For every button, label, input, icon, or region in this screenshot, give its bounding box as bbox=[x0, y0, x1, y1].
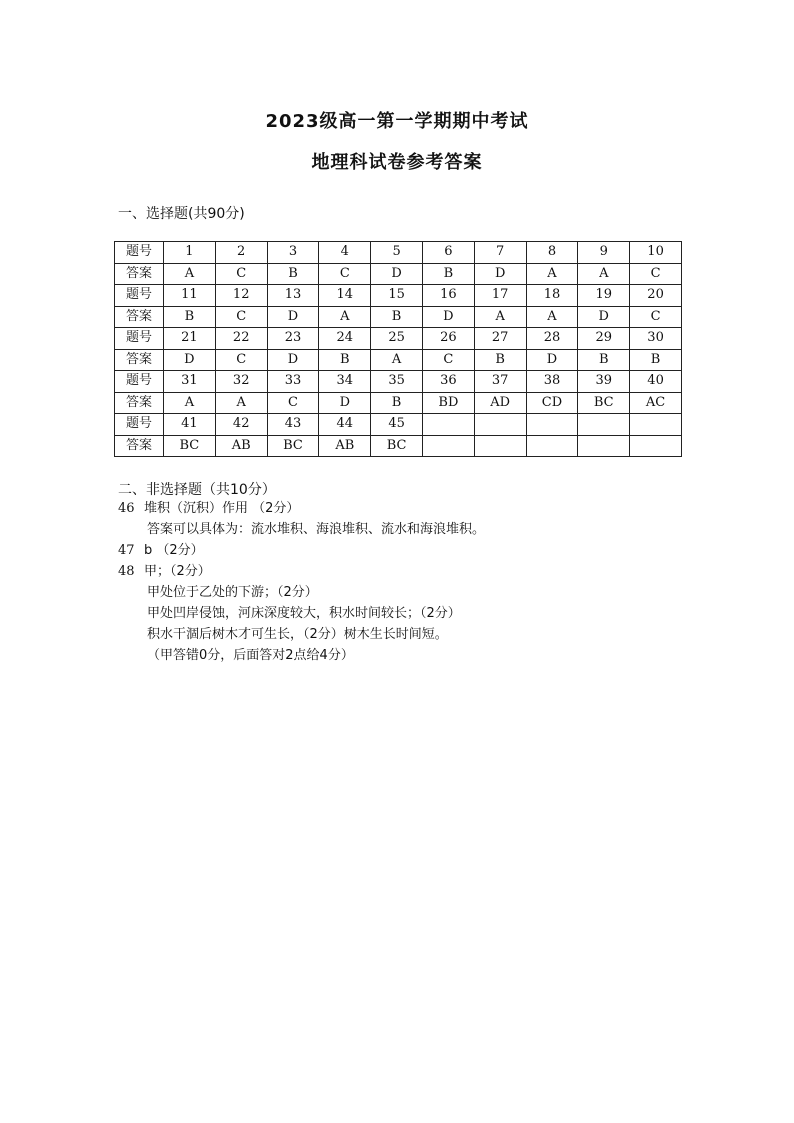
table-cell: 17 bbox=[474, 285, 526, 307]
table-cell bbox=[474, 414, 526, 436]
table-cell: D bbox=[578, 306, 630, 328]
table-cell: B bbox=[578, 349, 630, 371]
row-label: 题号 bbox=[115, 371, 164, 393]
table-cell: 32 bbox=[215, 371, 267, 393]
row-label: 答案 bbox=[115, 435, 164, 457]
q47-number: 47 bbox=[118, 543, 135, 558]
table-cell bbox=[630, 435, 682, 457]
table-cell: B bbox=[630, 349, 682, 371]
section-heading-nonchoice: 二、非选择题（共10分） bbox=[118, 482, 276, 498]
table-cell bbox=[422, 414, 474, 436]
table-cell: 44 bbox=[319, 414, 371, 436]
table-cell: C bbox=[215, 306, 267, 328]
table-cell: 18 bbox=[526, 285, 578, 307]
q48-scoring-note: （甲答错0分，后面答对2点给4分） bbox=[147, 648, 354, 663]
table-cell: A bbox=[474, 306, 526, 328]
table-cell: 16 bbox=[422, 285, 474, 307]
table-cell: 33 bbox=[267, 371, 319, 393]
table-cell: A bbox=[371, 349, 423, 371]
row-label: 题号 bbox=[115, 414, 164, 436]
table-cell: BC bbox=[164, 435, 216, 457]
table-cell: 9 bbox=[578, 242, 630, 264]
q46-detail: 答案可以具体为：流水堆积、海浪堆积、流水和海浪堆积。 bbox=[147, 522, 486, 537]
page-subtitle: 地理科试卷参考答案 bbox=[311, 152, 483, 173]
q48-line bbox=[118, 562, 211, 582]
table-cell: C bbox=[422, 349, 474, 371]
table-row bbox=[115, 306, 682, 328]
table-row bbox=[115, 414, 682, 436]
table-cell: A bbox=[164, 392, 216, 414]
table-cell: 3 bbox=[267, 242, 319, 264]
table-cell: 7 bbox=[474, 242, 526, 264]
section-heading-choice: 一、选择题(共90分) bbox=[118, 206, 245, 222]
table-cell: BC bbox=[578, 392, 630, 414]
table-cell: 28 bbox=[526, 328, 578, 350]
table-cell: 13 bbox=[267, 285, 319, 307]
table-cell bbox=[422, 435, 474, 457]
table-cell: 14 bbox=[319, 285, 371, 307]
table-row bbox=[115, 349, 682, 371]
table-cell: 12 bbox=[215, 285, 267, 307]
table-cell: D bbox=[267, 306, 319, 328]
table-cell: C bbox=[630, 306, 682, 328]
row-label: 题号 bbox=[115, 242, 164, 264]
table-row bbox=[115, 435, 682, 457]
table-cell: D bbox=[164, 349, 216, 371]
table-row bbox=[115, 263, 682, 285]
table-cell: 30 bbox=[630, 328, 682, 350]
table-row bbox=[115, 392, 682, 414]
table-cell: 29 bbox=[578, 328, 630, 350]
table-cell: 26 bbox=[422, 328, 474, 350]
table-cell: D bbox=[319, 392, 371, 414]
table-cell: 45 bbox=[371, 414, 423, 436]
table-cell: AB bbox=[215, 435, 267, 457]
table-cell: 8 bbox=[526, 242, 578, 264]
table-cell: 1 bbox=[164, 242, 216, 264]
table-cell: 15 bbox=[371, 285, 423, 307]
table-cell bbox=[578, 435, 630, 457]
table-row bbox=[115, 328, 682, 350]
table-cell: 4 bbox=[319, 242, 371, 264]
table-cell: 36 bbox=[422, 371, 474, 393]
table-cell: A bbox=[526, 263, 578, 285]
row-label: 答案 bbox=[115, 263, 164, 285]
table-cell bbox=[578, 414, 630, 436]
table-cell: 5 bbox=[371, 242, 423, 264]
table-cell: B bbox=[422, 263, 474, 285]
table-cell: BC bbox=[267, 435, 319, 457]
q46-line bbox=[118, 499, 299, 519]
table-row bbox=[115, 285, 682, 307]
table-cell: AD bbox=[474, 392, 526, 414]
table-cell: D bbox=[267, 349, 319, 371]
table-cell: A bbox=[578, 263, 630, 285]
table-cell: 11 bbox=[164, 285, 216, 307]
table-cell bbox=[526, 414, 578, 436]
q48-detail-line: 积水干涸后树木才可生长，（2分）树木生长时间短。 bbox=[147, 627, 448, 642]
table-cell: AB bbox=[319, 435, 371, 457]
table-cell bbox=[474, 435, 526, 457]
q46-answer: 堆积（沉积）作用 （2分） bbox=[144, 501, 300, 516]
table-cell: 2 bbox=[215, 242, 267, 264]
table-row bbox=[115, 242, 682, 264]
row-label: 答案 bbox=[115, 306, 164, 328]
table-cell: 25 bbox=[371, 328, 423, 350]
table-cell: 37 bbox=[474, 371, 526, 393]
table-cell: 19 bbox=[578, 285, 630, 307]
table-cell: D bbox=[474, 263, 526, 285]
answer-table-body bbox=[115, 242, 682, 457]
row-label: 题号 bbox=[115, 328, 164, 350]
table-cell: 20 bbox=[630, 285, 682, 307]
table-cell: A bbox=[164, 263, 216, 285]
table-cell: 10 bbox=[630, 242, 682, 264]
table-cell: 34 bbox=[319, 371, 371, 393]
table-cell: C bbox=[267, 392, 319, 414]
table-cell: C bbox=[630, 263, 682, 285]
table-cell bbox=[526, 435, 578, 457]
row-label: 答案 bbox=[115, 349, 164, 371]
table-cell: B bbox=[371, 306, 423, 328]
table-cell: 27 bbox=[474, 328, 526, 350]
q48-answer: 甲；（2分） bbox=[144, 564, 211, 579]
table-cell: 22 bbox=[215, 328, 267, 350]
answer-table bbox=[114, 241, 682, 457]
q48-detail-line: 甲处位于乙处的下游；（2分） bbox=[147, 585, 318, 600]
table-cell: 41 bbox=[164, 414, 216, 436]
table-cell: A bbox=[319, 306, 371, 328]
table-cell: C bbox=[319, 263, 371, 285]
table-cell: BD bbox=[422, 392, 474, 414]
q47-line bbox=[118, 541, 204, 561]
table-cell: C bbox=[215, 263, 267, 285]
table-cell: CD bbox=[526, 392, 578, 414]
table-cell bbox=[630, 414, 682, 436]
table-cell: BC bbox=[371, 435, 423, 457]
table-cell: B bbox=[371, 392, 423, 414]
q48-number: 48 bbox=[118, 564, 135, 579]
table-cell: 6 bbox=[422, 242, 474, 264]
table-cell: 21 bbox=[164, 328, 216, 350]
q47-answer: b （2分） bbox=[144, 543, 204, 558]
table-cell: A bbox=[215, 392, 267, 414]
table-cell: D bbox=[371, 263, 423, 285]
table-cell: 24 bbox=[319, 328, 371, 350]
table-cell: 38 bbox=[526, 371, 578, 393]
table-cell: 43 bbox=[267, 414, 319, 436]
table-cell: D bbox=[526, 349, 578, 371]
table-cell: D bbox=[422, 306, 474, 328]
row-label: 答案 bbox=[115, 392, 164, 414]
table-row bbox=[115, 371, 682, 393]
table-cell: C bbox=[215, 349, 267, 371]
table-cell: AC bbox=[630, 392, 682, 414]
table-cell: 42 bbox=[215, 414, 267, 436]
table-cell: 39 bbox=[578, 371, 630, 393]
table-cell: 31 bbox=[164, 371, 216, 393]
row-label: 题号 bbox=[115, 285, 164, 307]
table-cell: B bbox=[267, 263, 319, 285]
table-cell: B bbox=[164, 306, 216, 328]
table-cell: 40 bbox=[630, 371, 682, 393]
table-cell: B bbox=[474, 349, 526, 371]
table-cell: 35 bbox=[371, 371, 423, 393]
q48-detail-line: 甲处凹岸侵蚀，河床深度较大，积水时间较长；（2分） bbox=[147, 606, 461, 621]
table-cell: A bbox=[526, 306, 578, 328]
table-cell: 23 bbox=[267, 328, 319, 350]
table-cell: B bbox=[319, 349, 371, 371]
q46-number: 46 bbox=[118, 501, 135, 516]
page-title: 2023级高一第一学期期中考试 bbox=[265, 111, 529, 132]
